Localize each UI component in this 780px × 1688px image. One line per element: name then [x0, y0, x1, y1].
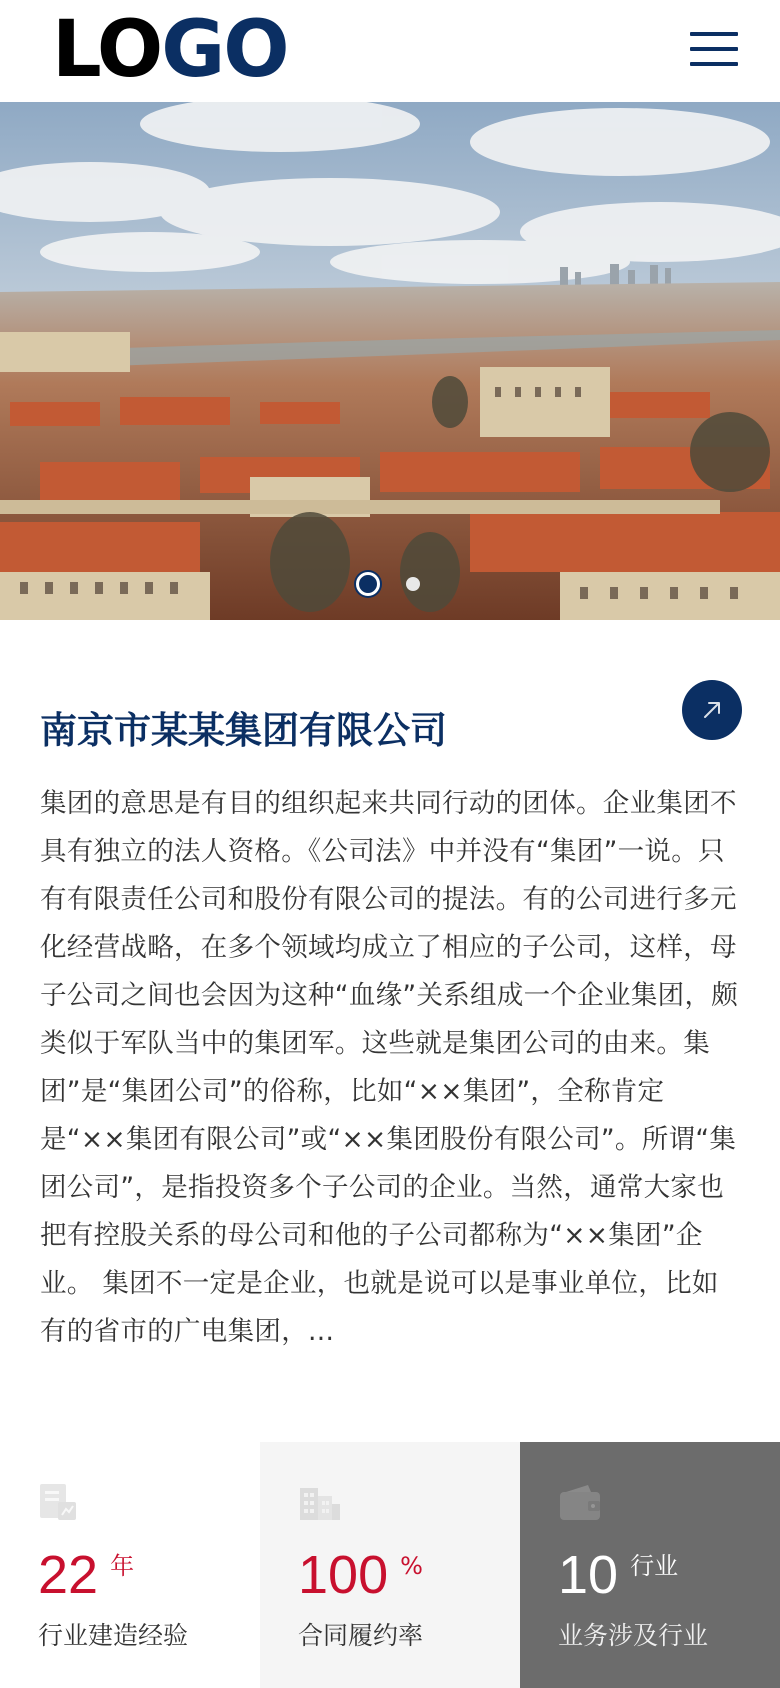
hamburger-menu-icon[interactable]: [690, 30, 740, 68]
stat-card-industries: [520, 1442, 780, 1688]
stat-value-group: [558, 1544, 678, 1606]
stat-value: 22: [38, 1545, 99, 1605]
site-header: [0, 0, 780, 102]
stat-label: 合同履约率: [298, 1621, 424, 1650]
arrow-up-right-icon: [700, 698, 724, 722]
stat-unit: 行业: [630, 1552, 679, 1580]
hero-banner[interactable]: [0, 102, 780, 620]
stat-value-group: [298, 1544, 423, 1606]
document-chart-icon: [38, 1482, 78, 1522]
stat-unit: 年: [110, 1552, 135, 1580]
slider-pagination: [0, 572, 780, 602]
slider-dot-active[interactable]: [356, 572, 380, 596]
stat-card-experience: [0, 1442, 260, 1688]
company-description: 集团的意思是有目的组织起来共同行动的团体。企业集团不具有独立的法人资格。《公司法》中并没有“集团”一说。只有有限责任公司和股份有限公司的提法。有的公司进行多元化经营战略，在多个领域均成立了相应的子公司，这样，母子公司之间也会因为这种“血缘”关系组成一个企业集团，颇类似于军队当中的集团军。这些就是集团公司的由来。集团”是“集团公司”的俗称，比如“××集团”，全称肯定是“××集团有限公司”或“××集团股份有限公司”。所谓“集团公司”，是指投资多个子公司的企业。当然，通常大家也把有控股关系的母公司和他的子公司都称为“××集团”企业。 集团不一定是企业，也就是说可以是事业单位，比如有的省市的广电集团，...: [40, 788, 739, 1347]
logo-text-primary: LO: [52, 5, 162, 95]
stat-value: 10: [558, 1545, 619, 1605]
stat-value: 100: [298, 1545, 389, 1605]
stat-label: 行业建造经验: [38, 1621, 189, 1650]
cityscape-image: [0, 102, 780, 620]
logo-text-accent: GO: [161, 5, 288, 95]
more-button[interactable]: [682, 680, 742, 740]
buildings-icon: [298, 1482, 342, 1522]
stat-value-group: [38, 1544, 134, 1606]
stat-card-fulfillment: [260, 1442, 520, 1688]
stat-unit: %: [400, 1552, 423, 1580]
company-title[interactable]: 南京市某某集团有限公司: [40, 709, 447, 752]
logo[interactable]: [52, 5, 288, 95]
stat-label: 业务涉及行业: [558, 1621, 709, 1650]
slider-dot[interactable]: [406, 577, 420, 591]
wallet-icon: [558, 1482, 602, 1522]
stats-section: [0, 1442, 780, 1688]
